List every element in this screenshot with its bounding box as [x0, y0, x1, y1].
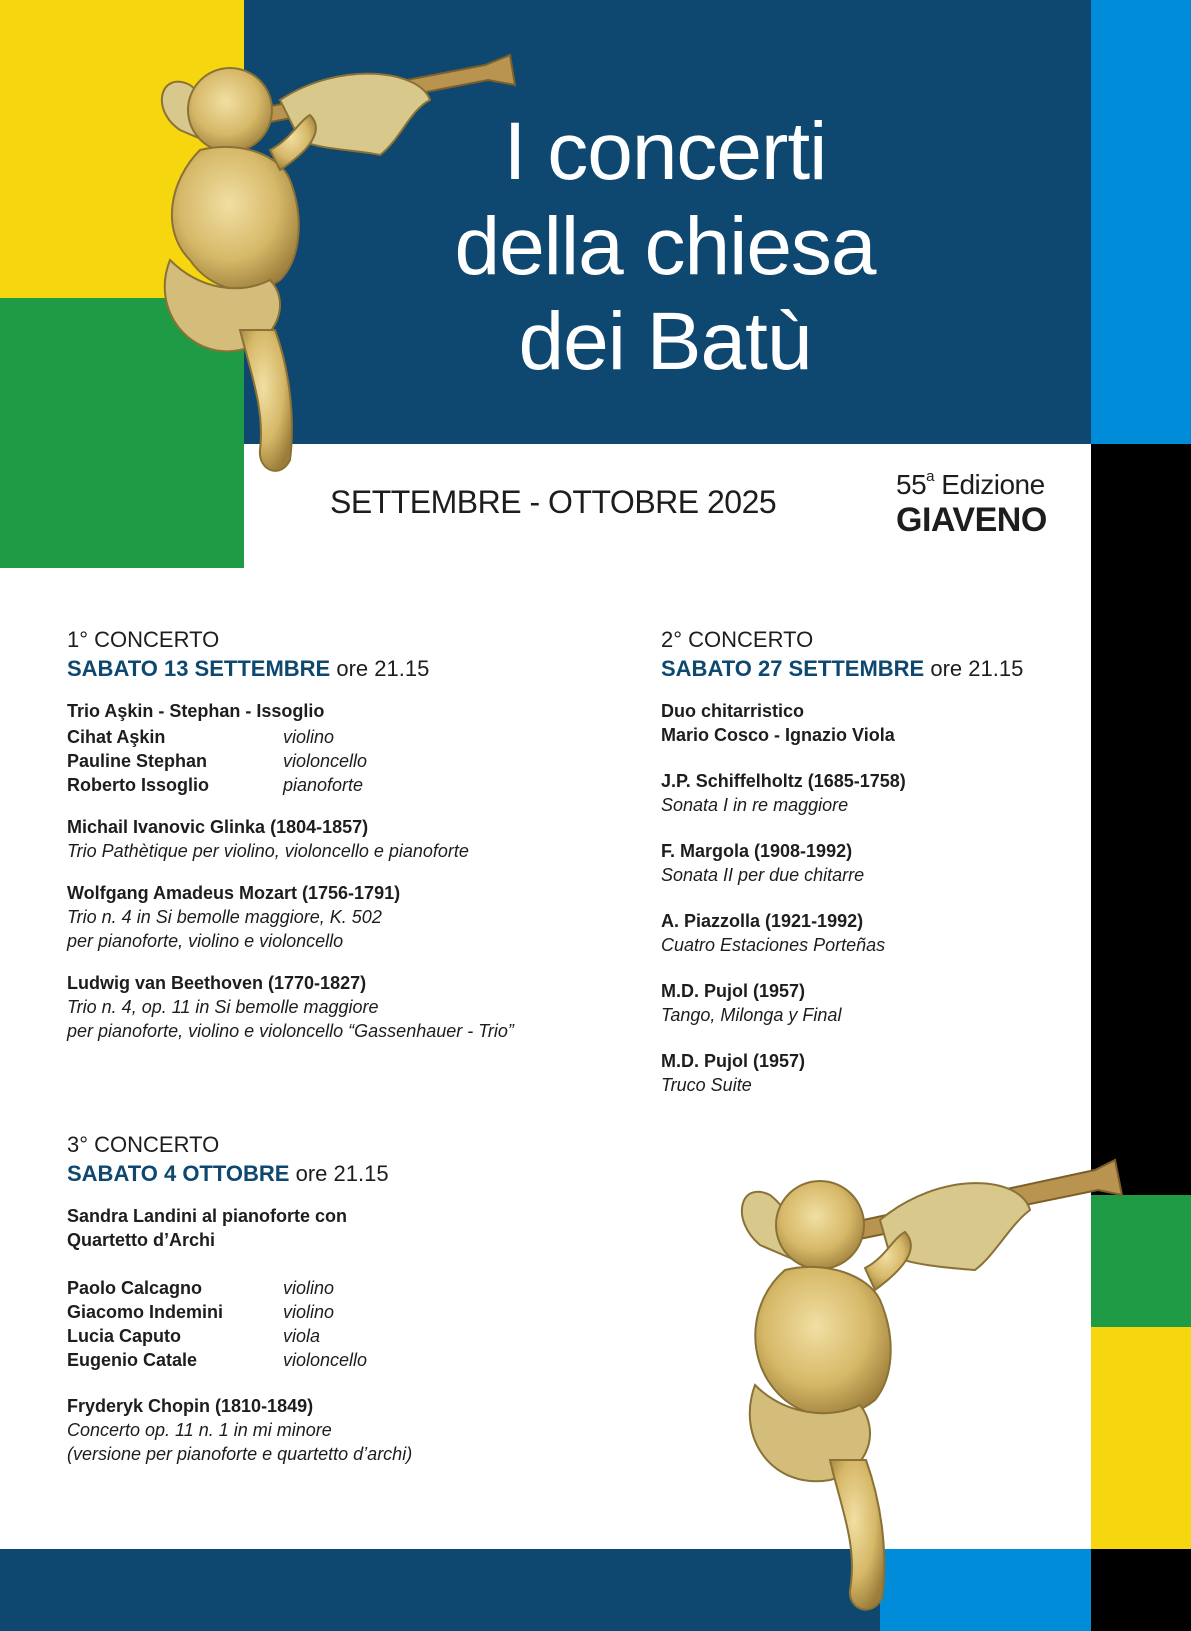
performer-name: Cihat Aşkin — [67, 727, 166, 747]
concert-1-date: SABATO 13 SETTEMBRE — [67, 656, 331, 681]
work-title-line-2: per pianoforte, violino e violoncello — [67, 931, 344, 951]
work-title: Truco Suite — [661, 1075, 752, 1095]
program-piece — [661, 769, 1081, 817]
concert-1-group: Trio Aşkin - Stephan - Issoglio — [67, 701, 325, 721]
performer-name: Eugenio Catale — [67, 1350, 198, 1370]
performer-instrument: pianoforte — [283, 775, 364, 795]
composer: Michail Ivanovic Glinka (1804-1857) — [67, 817, 369, 837]
composer: Ludwig van Beethoven (1770-1827) — [67, 973, 367, 993]
performer-instrument: violino — [283, 727, 335, 747]
program-piece — [67, 815, 587, 863]
performer-name: Pauline Stephan — [67, 751, 208, 771]
edition-superscript: a — [926, 468, 934, 485]
concert-2 — [661, 625, 1081, 1097]
performer-instrument: violoncello — [283, 751, 368, 771]
composer: M.D. Pujol (1957) — [661, 981, 806, 1001]
performer-instrument: violino — [283, 1302, 335, 1322]
concert-3-date-line — [67, 1159, 587, 1188]
edition-line — [896, 468, 1047, 501]
work-title: Trio n. 4, op. 11 in Si bemolle maggiore — [67, 997, 379, 1017]
performer-row — [67, 1276, 587, 1300]
program-piece — [661, 1049, 1081, 1097]
program-piece — [661, 909, 1081, 957]
title-line-1: I concerti — [503, 106, 827, 197]
concert-3-date: SABATO 4 OTTOBRE — [67, 1161, 290, 1186]
program-piece — [661, 979, 1081, 1027]
performer-instrument: violino — [283, 1278, 335, 1298]
city-name: GIAVENO — [896, 501, 1047, 539]
performer-row — [67, 773, 587, 797]
season-dates: SETTEMBRE - OTTOBRE 2025 — [330, 484, 777, 520]
trumpet-angel-illustration-bottom — [690, 1150, 1140, 1620]
black-block-right — [1091, 444, 1191, 1195]
concert-2-group — [661, 699, 1081, 747]
performer-row — [67, 1324, 587, 1348]
performer-name: Roberto Issoglio — [67, 775, 210, 795]
edition-block — [896, 468, 1047, 540]
work-title-line-2: (versione per pianoforte e quartetto d’archi) — [67, 1444, 413, 1464]
concert-2-date: SABATO 27 SETTEMBRE — [661, 656, 925, 681]
concert-2-time: ore 21.15 — [930, 656, 1024, 681]
performer-row — [67, 725, 587, 749]
program-piece — [67, 971, 587, 1043]
page-title — [380, 104, 950, 389]
title-line-2: della chiesa — [454, 201, 876, 292]
edition-label: Edizione — [941, 469, 1045, 500]
concert-2-date-line — [661, 654, 1081, 683]
concert-1 — [67, 625, 587, 1043]
concert-2-heading: 2° CONCERTO — [661, 627, 814, 652]
composer: M.D. Pujol (1957) — [661, 1051, 806, 1071]
concert-2-group-line-1: Duo chitarristico — [661, 701, 805, 721]
performer-name: Giacomo Indemini — [67, 1302, 224, 1322]
work-title: Sonata II per due chitarre — [661, 865, 865, 885]
concert-2-group-line-2: Mario Cosco - Ignazio Viola — [661, 725, 895, 745]
concert-3-group-line-2: Quartetto d’Archi — [67, 1230, 216, 1250]
work-title: Concerto op. 11 n. 1 in mi minore — [67, 1420, 332, 1440]
program-piece — [661, 839, 1081, 887]
concert-3 — [67, 1130, 587, 1466]
performer-instrument: viola — [283, 1326, 321, 1346]
composer: F. Margola (1908-1992) — [661, 841, 853, 861]
edition-number: 55 — [896, 469, 927, 500]
concert-3-time: ore 21.15 — [295, 1161, 389, 1186]
composer: J.P. Schiffelholtz (1685-1758) — [661, 771, 906, 791]
concert-1-date-line — [67, 654, 587, 683]
title-line-3: dei Batù — [518, 296, 812, 387]
concert-1-time: ore 21.15 — [336, 656, 430, 681]
concert-3-performers — [67, 1276, 587, 1372]
composer: Wolfgang Amadeus Mozart (1756-1791) — [67, 883, 401, 903]
concert-1-performers — [67, 725, 587, 797]
program-piece — [67, 1394, 587, 1466]
concert-3-heading: 3° CONCERTO — [67, 1132, 220, 1157]
program-piece — [67, 881, 587, 953]
performer-instrument: violoncello — [283, 1350, 368, 1370]
concert-3-group — [67, 1204, 587, 1252]
work-title: Trio Pathètique per violino, violoncello e pianoforte — [67, 841, 469, 861]
performer-name: Lucia Caputo — [67, 1326, 182, 1346]
work-title-line-2: per pianoforte, violino e violoncello “Gassenhauer - Trio” — [67, 1021, 514, 1041]
performer-row — [67, 749, 587, 773]
work-title: Trio n. 4 in Si bemolle maggiore, K. 502 — [67, 907, 382, 927]
work-title: Sonata I in re maggiore — [661, 795, 849, 815]
performer-row — [67, 1300, 587, 1324]
concert-3-group-line-1: Sandra Landini al pianoforte con — [67, 1206, 348, 1226]
work-title: Tango, Milonga y Final — [661, 1005, 842, 1025]
work-title: Cuatro Estaciones Porteñas — [661, 935, 886, 955]
performer-name: Paolo Calcagno — [67, 1278, 203, 1298]
composer: A. Piazzolla (1921-1992) — [661, 911, 864, 931]
concert-1-heading: 1° CONCERTO — [67, 627, 220, 652]
blue-block-top-right — [1091, 0, 1191, 444]
performer-row — [67, 1348, 587, 1372]
composer: Fryderyk Chopin (1810-1849) — [67, 1396, 314, 1416]
